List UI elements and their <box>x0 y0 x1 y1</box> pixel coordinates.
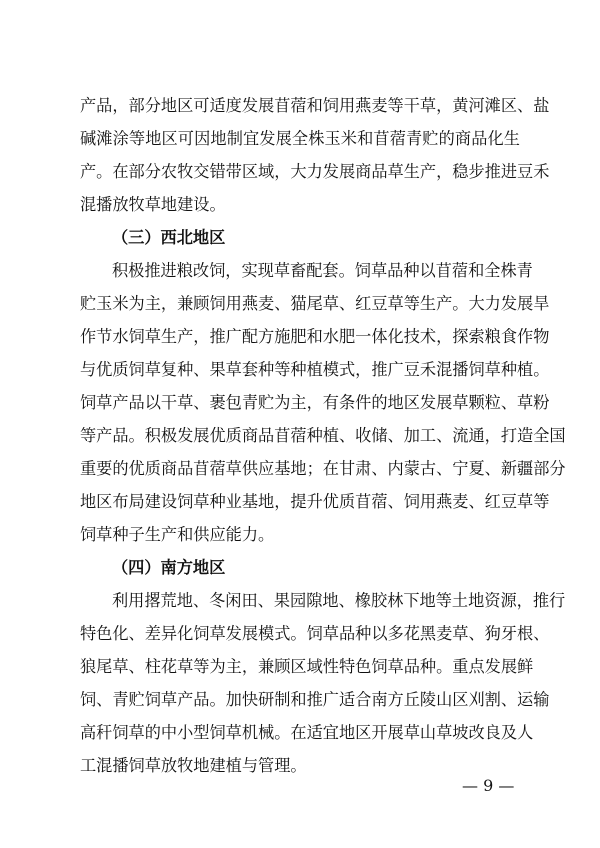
paragraph-line: 贮玉米为主，兼顾饲用燕麦、猫尾草、红豆草等生产。大力发展旱 <box>80 294 550 313</box>
paragraph-line: 混播放牧草地建设。 <box>80 195 226 214</box>
paragraph-line: 饲、青贮饲草产品。加快研制和推广适合南方丘陵山区刈割、运输 <box>80 690 550 709</box>
paragraph-line: 饲草种子生产和供应能力。 <box>80 525 275 544</box>
paragraph-line: 高秆饲草的中小型饲草机械。在适宜地区开展草山草坡改良及人 <box>80 723 534 742</box>
page-number: — 9 — <box>462 776 515 795</box>
paragraph-line: 积极推进粮改饲，实现草畜配套。饲草品种以苜蓿和全株青 <box>112 261 533 280</box>
section-heading-south: （四）南方地区 <box>112 558 226 577</box>
paragraph-line: 狼尾草、柱花草等为主，兼顾区域性特色饲草品种。重点发展鲜 <box>80 657 534 676</box>
paragraph-line: 产品，部分地区可适度发展苜蓿和饲用燕麦等干草，黄河滩区、盐 <box>80 96 550 115</box>
paragraph-line: 特色化、差异化饲草发展模式。饲草品种以多花黑麦草、狗牙根、 <box>80 624 550 643</box>
paragraph-line: 地区布局建设饲草种业基地，提升优质苜蓿、饲用燕麦、红豆草等 <box>80 492 550 511</box>
paragraph-line: 碱滩涂等地区可因地制宜发展全株玉米和苜蓿青贮的商品化生 <box>80 129 520 148</box>
paragraph-line: 与优质饲草复种、果草套种等种植模式，推广豆禾混播饲草种植。 <box>80 360 550 379</box>
paragraph-line: 重要的优质商品苜蓿草供应基地；在甘肃、内蒙古、宁夏、新疆部分 <box>80 459 566 478</box>
paragraph-line: 利用撂荒地、冬闲田、果园隙地、橡胶林下地等土地资源，推行 <box>112 591 566 610</box>
paragraph-line: 饲草产品以干草、裹包青贮为主，有条件的地区发展草颗粒、草粉 <box>80 393 550 412</box>
paragraph-line: 等产品。积极发展优质商品苜蓿种植、收储、加工、流通，打造全国 <box>80 426 566 445</box>
paragraph-line: 作节水饲草生产，推广配方施肥和水肥一体化技术，探索粮食作物 <box>80 327 550 346</box>
section-heading-northwest: （三）西北地区 <box>112 228 226 247</box>
paragraph-line: 工混播饲草放牧地建植与管理。 <box>80 756 307 775</box>
paragraph-line: 产。在部分农牧交错带区域，大力发展商品草生产，稳步推进豆禾 <box>80 162 550 181</box>
